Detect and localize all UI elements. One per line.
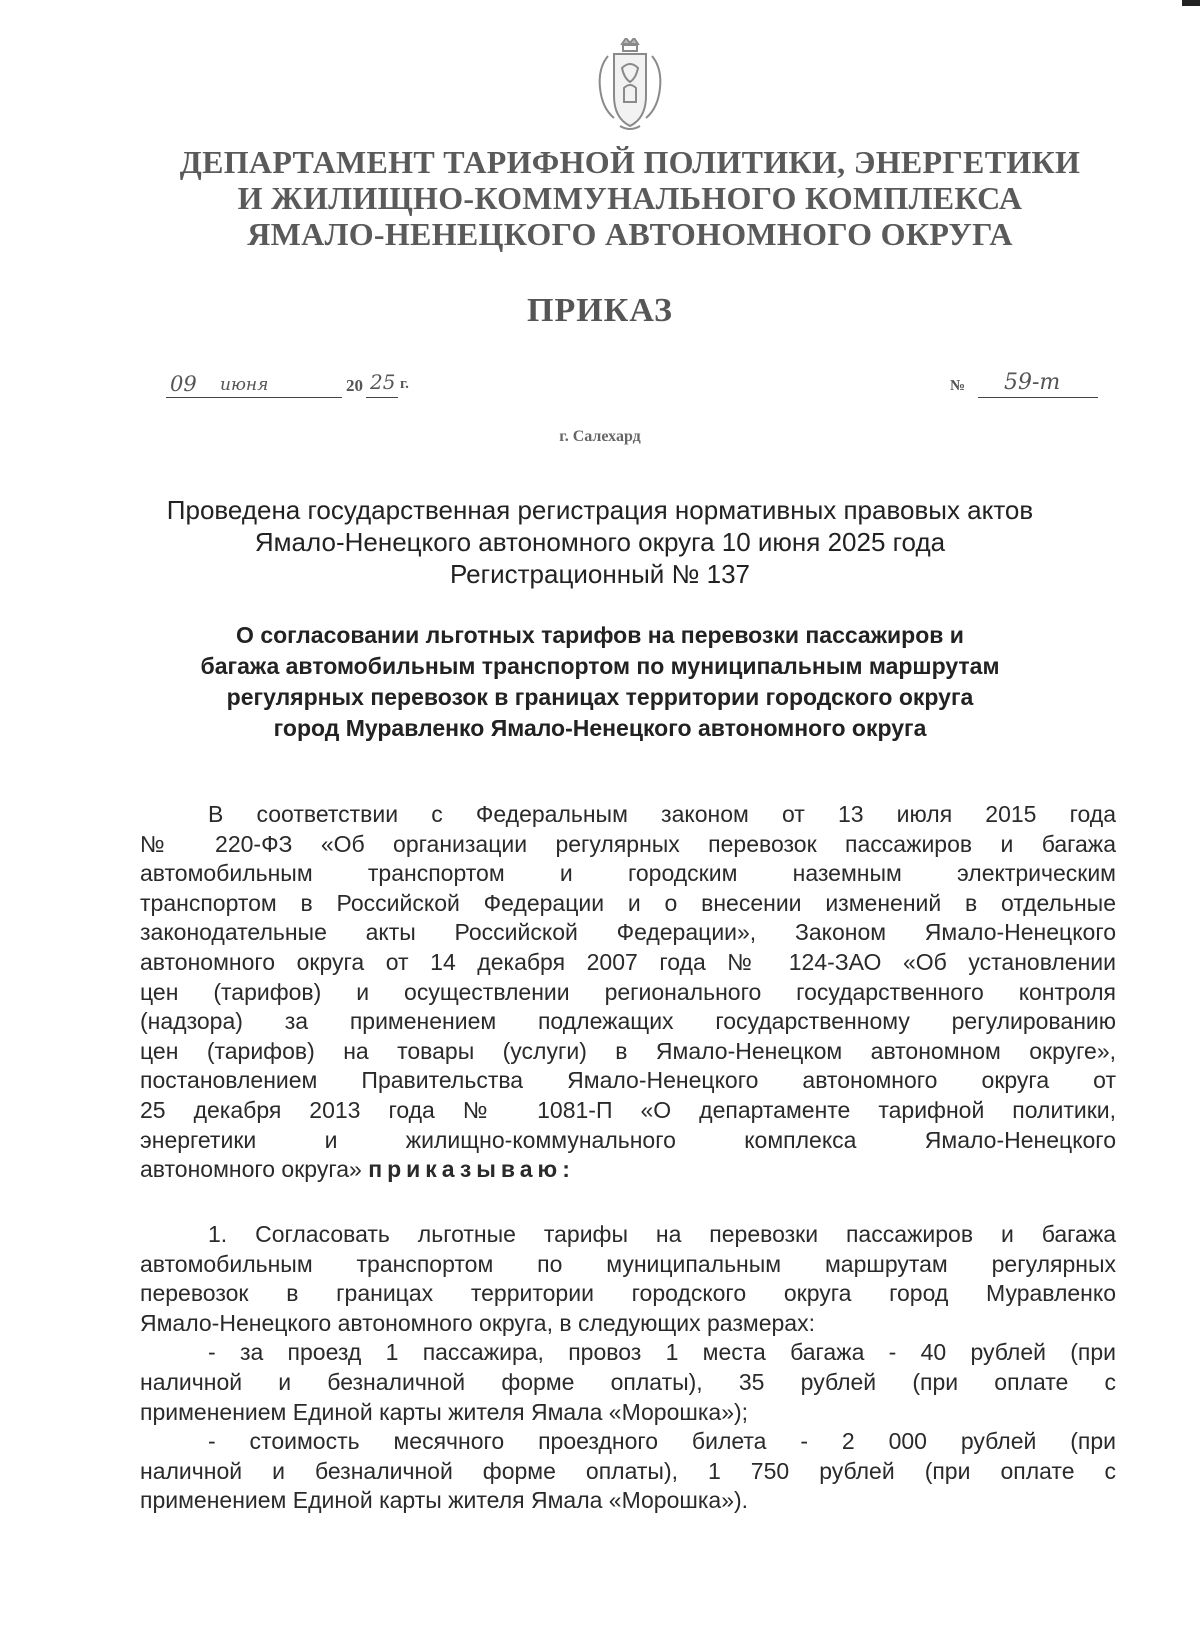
preamble-line: цен (тарифов) на товары (услуги) в Ямало-Ненецком автономном округе»,: [140, 1037, 1116, 1064]
preamble-line: № 220-ФЗ «Об организации регулярных перевозок пассажиров и багажа: [140, 830, 1116, 857]
year-underline: [366, 397, 398, 398]
date-month: июня: [220, 375, 269, 395]
department-line: ДЕПАРТАМЕНТ ТАРИФНОЙ ПОЛИТИКИ, ЭНЕРГЕТИКИ: [179, 144, 1081, 180]
preamble-line: автономного округа от 14 декабря 2007 года № 124-ЗАО «Об установлении: [140, 948, 1116, 975]
yamal-coat-of-arms-icon: [592, 38, 668, 132]
item1-line: Ямало-Ненецкого автономного округа, в следующих размерах:: [140, 1309, 815, 1336]
order-title: [100, 620, 1100, 744]
number-underline: [978, 397, 1098, 398]
item1-line: автомобильным транспортом по муниципальным маршрутам регулярных: [140, 1250, 1116, 1277]
preamble-line: транспортом в Российской Федерации и о внесении изменений в отдельные: [140, 889, 1116, 916]
order-verb: приказываю:: [368, 1156, 575, 1183]
preamble-line: (надзора) за применением подлежащих государственному регулированию: [140, 1008, 1116, 1035]
date-suffix: г.: [400, 376, 409, 392]
bullet1-line: наличной и безналичной форме оплаты), 35 рублей (при оплате с: [140, 1368, 1116, 1395]
order-date: [166, 372, 426, 402]
date-year: 25: [370, 370, 396, 394]
registration-line: Ямало-Ненецкого автономного округа 10 июня 2025 года: [254, 527, 946, 557]
city-name: г. Салехард: [559, 428, 641, 445]
title-line: город Муравленко Ямало-Ненецкого автономного округа: [273, 715, 927, 741]
registration-line: Проведена государственная регистрация нормативных правовых актов: [166, 495, 1034, 525]
preamble-last-line: [140, 1155, 1116, 1185]
item-1-paragraph: [140, 1220, 1116, 1516]
preamble-paragraph: [140, 800, 1116, 1185]
bullet1-line: применением Единой карты жителя Ямала «Морошка»);: [140, 1398, 749, 1425]
preamble-line: 25 декабря 2013 года № 1081-П «О департаменте тарифной политики,: [140, 1096, 1116, 1123]
preamble-line: постановлением Правительства Ямало-Ненецкого автономного округа от: [140, 1067, 1116, 1094]
preamble-line: автомобильным транспортом и городским наземным электрическим: [140, 860, 1116, 887]
registration-line: Регистрационный № 137: [449, 559, 750, 589]
preamble-line: цен (тарифов) и осуществлении регионального государственного контроля: [140, 978, 1116, 1005]
document-type: ПРИКАЗ: [527, 292, 673, 329]
preamble-line: энергетики и жилищно-коммунального комплекса Ямало-Ненецкого: [140, 1126, 1116, 1153]
date-underline: [166, 397, 342, 398]
preamble-line: В соответствии с Федеральным законом от 13 июля 2015 года: [208, 801, 1116, 827]
department-line: И ЖИЛИЩНО-КОММУНАЛЬНОГО КОМПЛЕКСА: [237, 180, 1023, 216]
registration-note: [100, 494, 1100, 590]
department-line: ЯМАЛО-НЕНЕЦКОГО АВТОНОМНОГО ОКРУГА: [247, 216, 1013, 252]
bullet2-line: применением Единой карты жителя Ямала «Морошка»).: [140, 1487, 749, 1514]
bullet2-line: наличной и безналичной форме оплаты), 1 750 рублей (при оплате с: [140, 1457, 1116, 1484]
title-line: регулярных перевозок в границах территории городского округа: [226, 684, 974, 710]
item1-line: 1. Согласовать льготные тарифы на перевозки пассажиров и багажа: [208, 1221, 1116, 1247]
bullet1-line: - за проезд 1 пассажира, провоз 1 места багажа - 40 рублей (при: [208, 1339, 1116, 1366]
preamble-line: автономного округа»: [140, 1156, 362, 1183]
date-year-prefix: 20: [346, 376, 363, 395]
department-name: [140, 144, 1120, 252]
title-line: багажа автомобильным транспортом по муниципальным маршрутам: [200, 653, 1000, 679]
number-value: 59-т: [1004, 370, 1061, 395]
number-sign: №: [950, 378, 966, 394]
title-line: О согласовании льготных тарифов на перевозки пассажиров и: [236, 622, 964, 648]
bullet2-line: - стоимость месячного проездного билета - 2 000 рублей (при: [208, 1428, 1116, 1455]
preamble-line: законодательные акты Российской Федерации», Законом Ямало-Ненецкого: [140, 919, 1116, 946]
date-day: 09: [170, 372, 197, 396]
item1-line: перевозок в границах территории городского округа город Муравленко: [140, 1280, 1116, 1307]
scan-corner-mark: [1182, 0, 1200, 6]
order-number: [950, 372, 1100, 402]
